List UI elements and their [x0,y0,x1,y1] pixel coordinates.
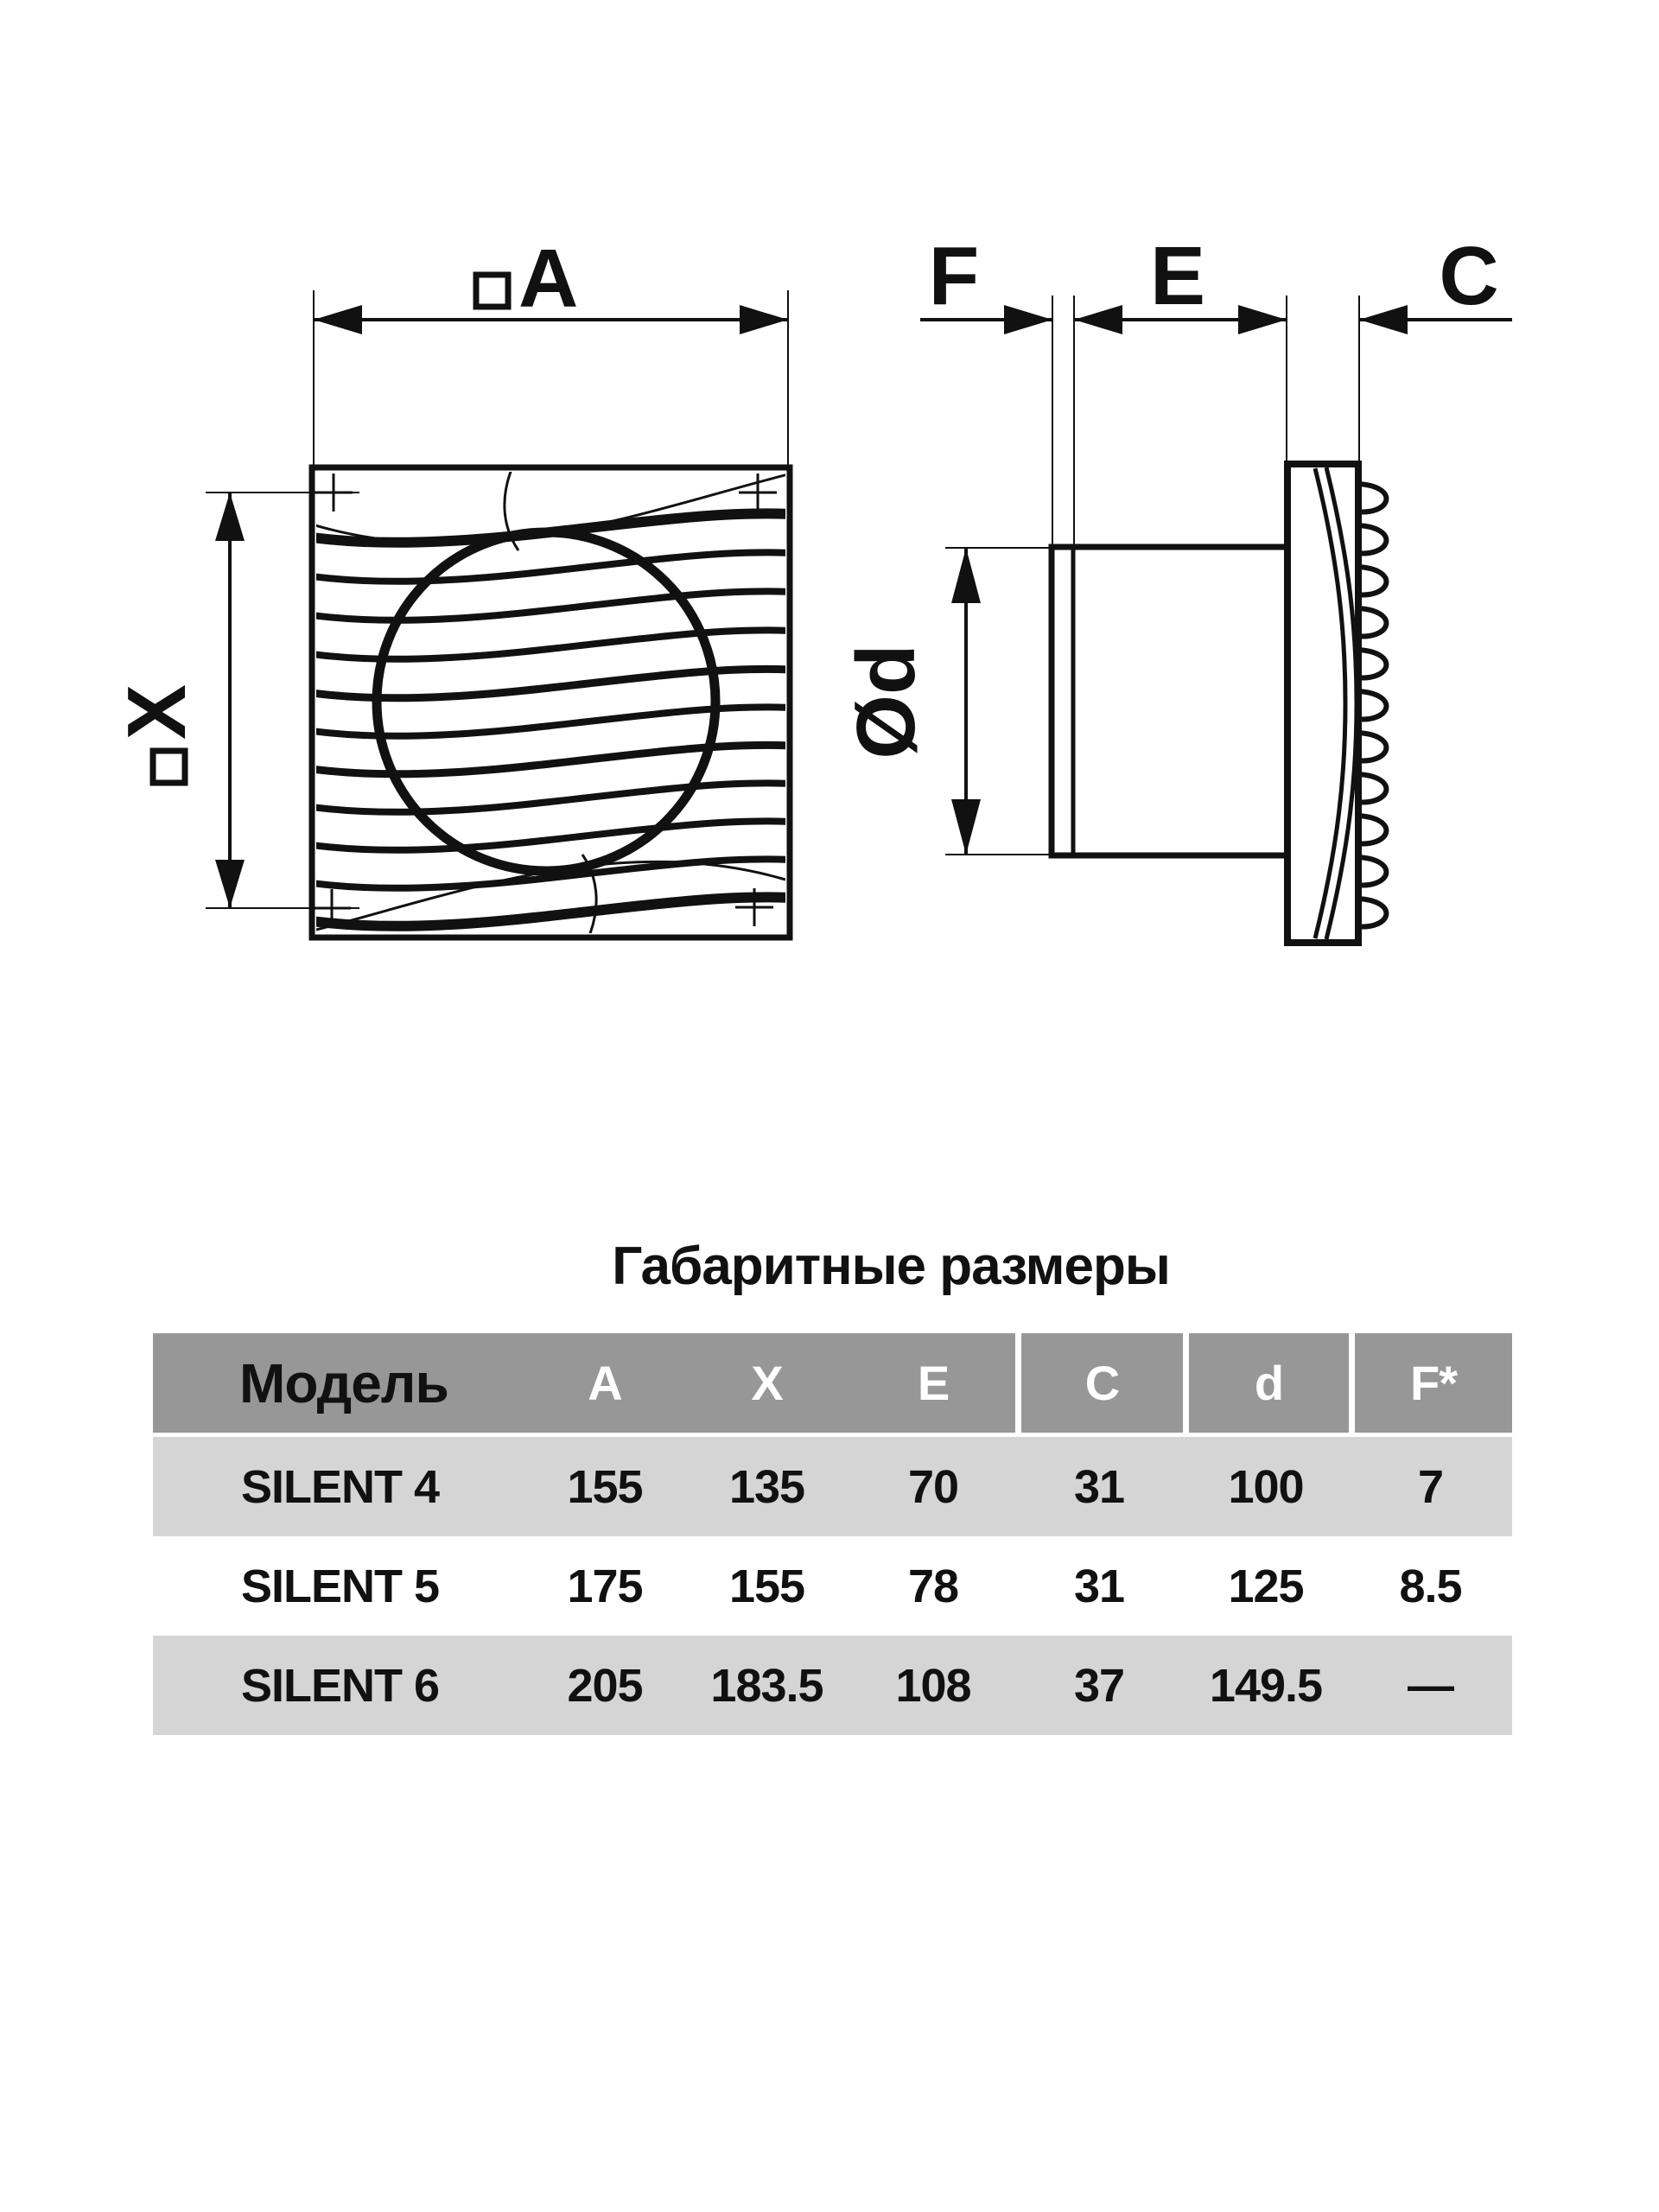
dimension-diameter-d [840,548,1050,855]
cell-model: SILENT 5 [240,1560,440,1612]
arrowhead-right-icon [740,305,788,334]
label-F: F [928,230,980,322]
dimension-flange-F [920,230,1074,570]
cover-plate [1287,464,1358,943]
table-title: Габаритные размеры [612,1236,1170,1296]
cell-a: 205 [567,1659,643,1712]
cell-a: 155 [567,1460,643,1513]
cell-x: 135 [728,1460,805,1513]
cell-e: 70 [907,1460,959,1513]
cell-c: 31 [1073,1560,1125,1612]
cell-d: 125 [1228,1560,1304,1612]
cell-model: SILENT 4 [240,1460,440,1513]
cell-a: 175 [567,1560,643,1612]
column-header-a: A [588,1356,622,1410]
table-row [153,1437,1512,1536]
cover-ribs [1357,484,1386,926]
front-view [111,232,790,938]
arrowhead-down-icon [215,860,245,908]
side-view [840,230,1512,943]
dimension-width-A [314,232,788,480]
dimensions-table [153,1333,1512,1735]
table-header-row [153,1333,1512,1433]
duct-tube [1052,547,1287,855]
arrowhead-left-icon [1359,305,1408,334]
label-X-group [111,684,203,783]
dimension-cover-C [1359,230,1512,461]
dimension-duct-E [1074,230,1287,461]
arrowhead-right-icon [1238,305,1287,334]
cell-d: 100 [1228,1460,1304,1513]
square-symbol [476,275,508,307]
arrowhead-down-icon [951,799,981,855]
arrowhead-up-icon [951,548,981,603]
cell-c: 37 [1073,1659,1125,1712]
arrowhead-left-icon [314,305,362,334]
cell-f: 7 [1417,1460,1444,1513]
extension-lines-F [1052,296,1074,570]
label-C: C [1439,230,1499,322]
arrowhead-right-icon [1004,305,1052,334]
cell-d: 149.5 [1209,1659,1323,1712]
column-header-c: C [1015,1333,1183,1433]
column-header-x: X [751,1356,783,1410]
cell-model: SILENT 6 [240,1659,440,1712]
label-diameter: Ød [840,644,932,760]
table-row [153,1636,1512,1735]
cell-f: 8.5 [1399,1560,1462,1612]
cell-x: 183.5 [710,1659,823,1712]
column-header-model: Модель [239,1351,448,1414]
arrowhead-up-icon [215,493,245,541]
label-E: E [1149,230,1206,322]
column-header-e: E [917,1356,950,1410]
cell-e: 78 [907,1560,959,1612]
cell-c: 31 [1073,1460,1125,1513]
label-A: A [518,232,579,325]
column-header-d: d [1183,1333,1349,1433]
cell-f: — [1408,1659,1453,1712]
table-row [153,1536,1512,1636]
label-X: X [111,683,203,740]
cell-e: 108 [895,1659,971,1712]
square-symbol [153,751,185,783]
column-header-f: F* [1349,1333,1512,1433]
arrowhead-left-icon [1074,305,1122,334]
cell-x: 155 [728,1560,805,1612]
